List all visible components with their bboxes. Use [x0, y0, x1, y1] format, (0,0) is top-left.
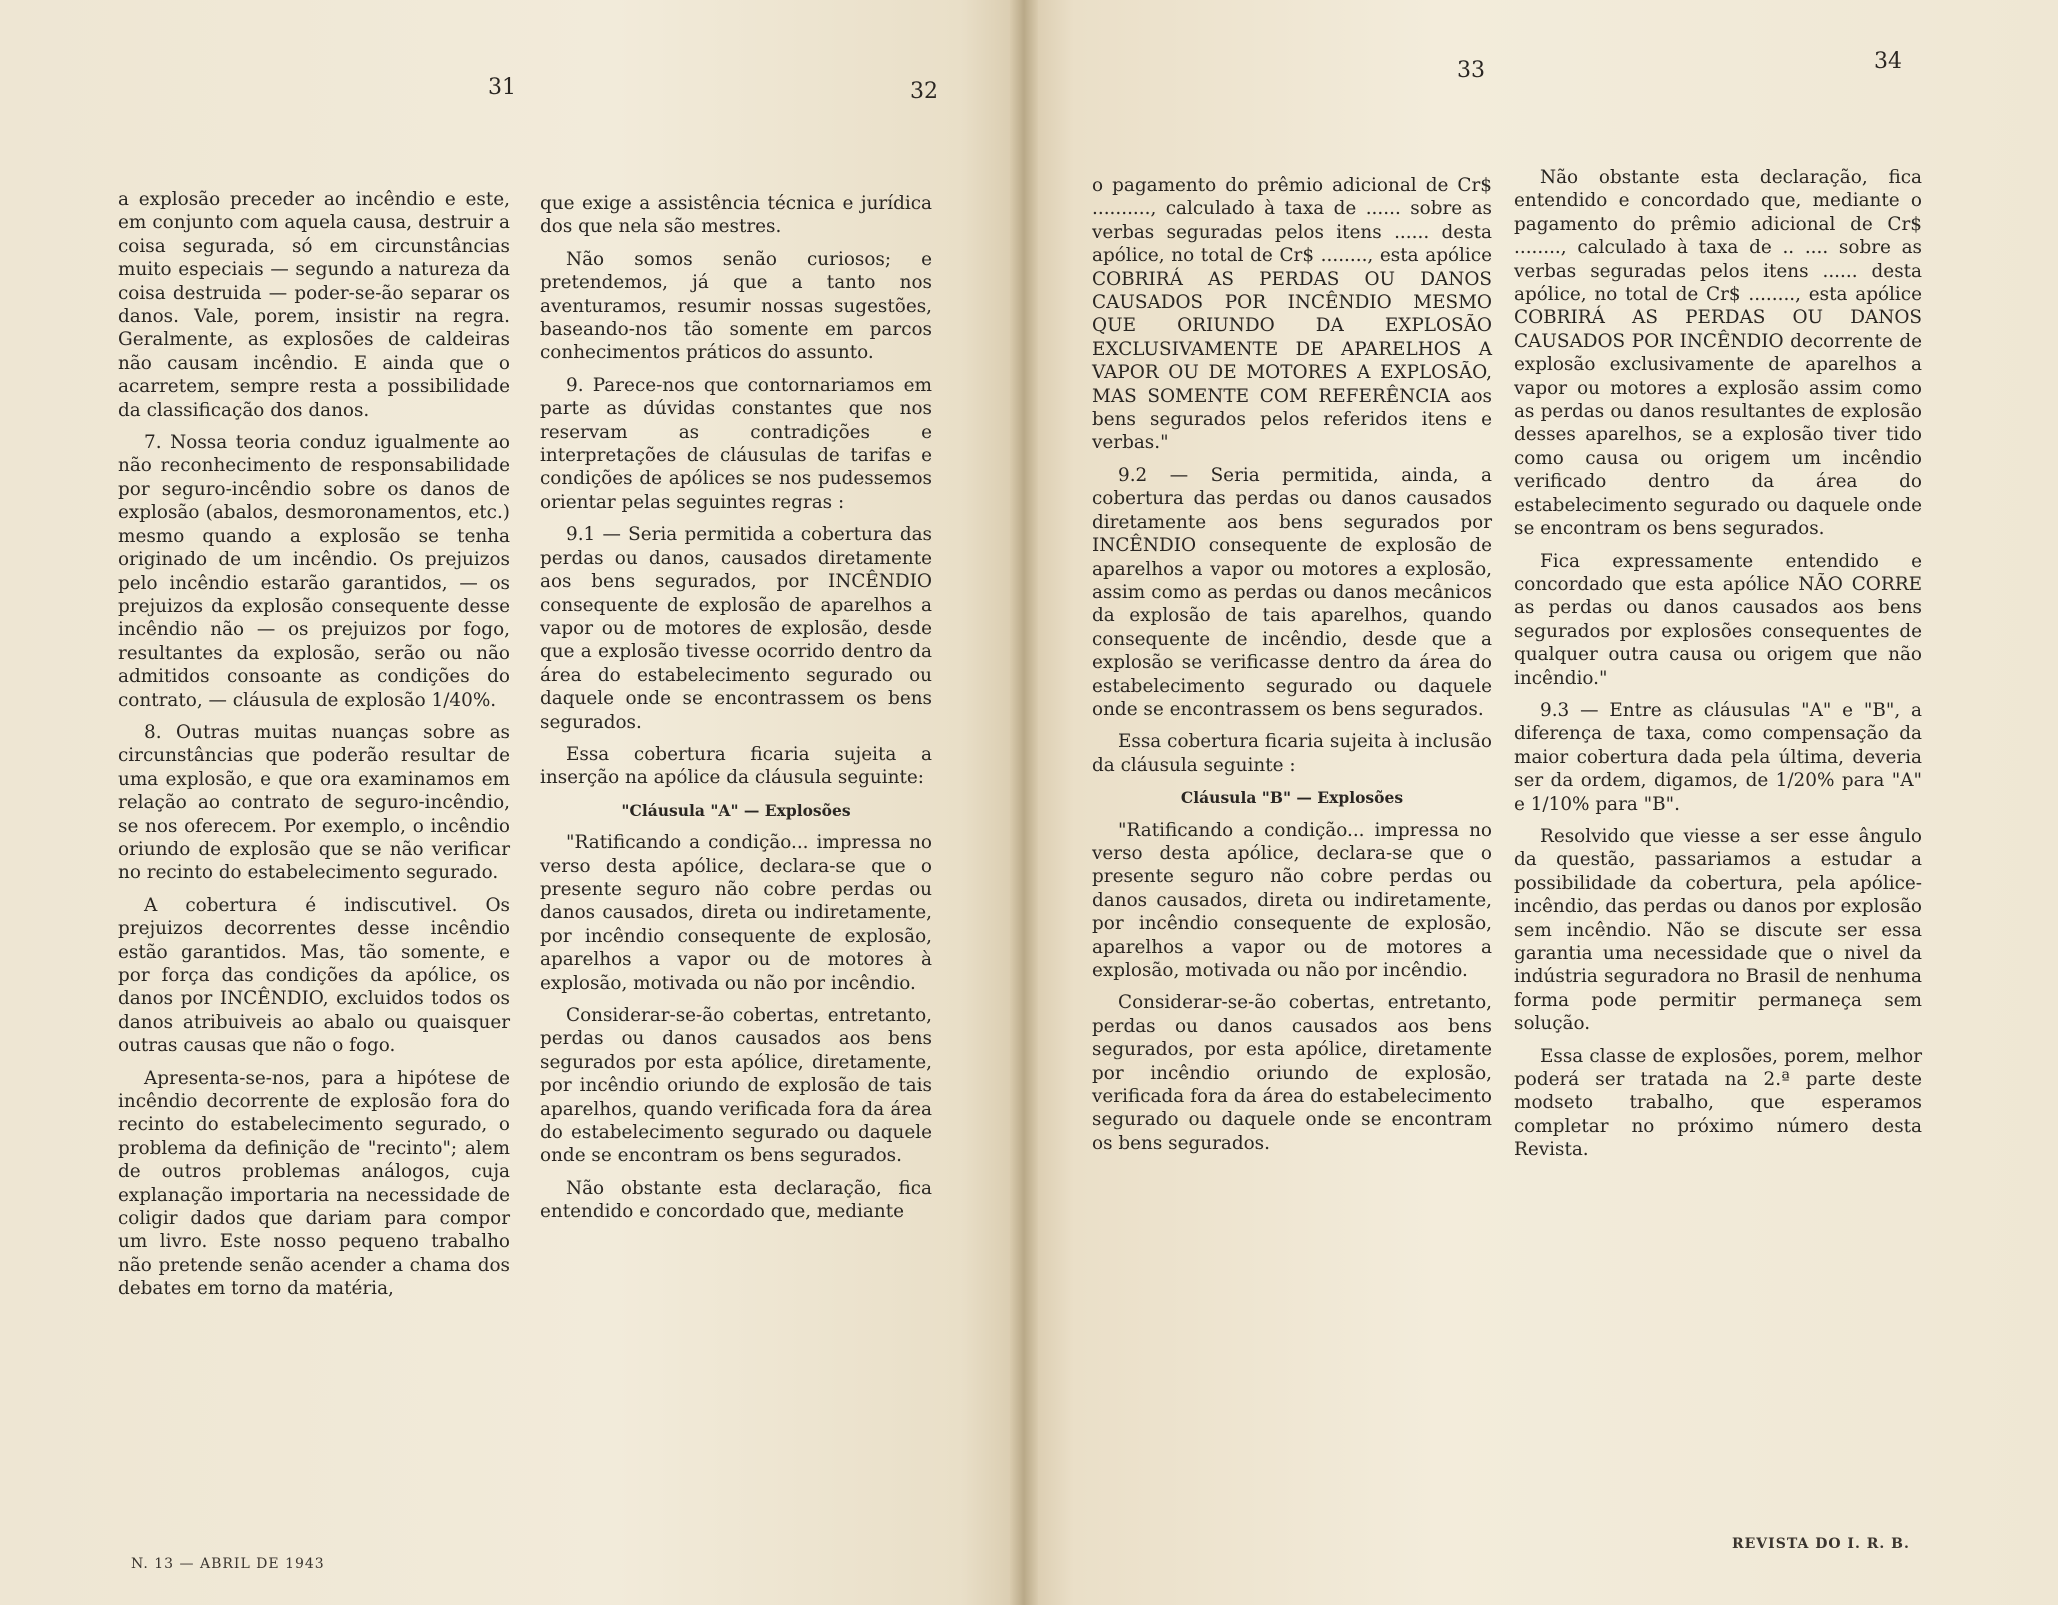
clause-a-heading: "Cláusula "A" — Explosões [621, 800, 851, 820]
paragraph: Considerar-se-ão cobertas, entretanto, perdas ou danos causados aos bens segurados, por esta apólice, diretamente por incêndio oriundo de explosão, verificada fora da área do estabelecimento segurado ou daquele onde se encontram os bens segurados. [1092, 992, 1492, 1154]
clause-b-heading: Cláusula "B" — Explosões [1180, 788, 1404, 808]
paragraph: o pagamento do prêmio adicional de Cr$ .........., calculado à taxa de ...... sobre as verbas seguradas pelos itens ...... desta apólice, no total de Cr$ ........, esta apólice COBRIRÁ AS PERDAS OU DANOS CAUSADOS POR INCÊNDIO MESMO QUE ORIUNDO DA EXPLOSÃO EXCLUSIVAMENTE DE APARELHOS A VAPOR OU DE MOTORES A EXPLOSÃO, MAS SOMENTE COM REFERÊNCIA aos bens segurados pelos referidos itens e verbas." [1092, 175, 1492, 454]
footer-journal-name: REVISTA DO I. R. B. [1732, 1536, 1910, 1552]
paragraph: que exige a assistência técnica e jurídica dos que nela são mestres. [540, 193, 932, 238]
page-number-31: 31 [488, 75, 516, 100]
footer-issue-date: N. 13 — ABRIL DE 1943 [131, 1556, 325, 1572]
paragraph: Não somos senão curiosos; e pretendemos, já que a tanto nos aventuramos, resumir nossas sugestões, baseando-nos tão somente em parcos conhecimentos práticos do assunto. [540, 248, 932, 364]
column-page-32 [540, 192, 932, 1233]
paragraph: "Ratificando a condição... impressa no verso desta apólice, declara-se que o presente seguro não cobre perdas ou danos causados, direta ou indiretamente, por incêndio consequente de explosão, aparelhos a vapor ou de motores à explosão, motivada ou não por incêndio. [540, 832, 932, 994]
paragraph: 7. Nossa teoria conduz igualmente ao não reconhecimento de responsabilidade por seguro-incêndio sobre os danos de explosão (abalos, desmoronamentos, etc.) mesmo quando a explosão se tenha originado de um incêndio. Os prejuizos pelo incêndio estarão garantidos, — os prejuizos da explosão consequente desse incêndio não — os prejuizos por fogo, resultantes da explosão, serão ou não admitidos consoante as condições do contrato, — cláusula de explosão 1/40%. [118, 432, 510, 711]
paragraph: 9. Parece-nos que contornariamos em parte as dúvidas constantes que nos reservam as contradições e interpretações de cláusulas de tarifas e condições de apólices se nos pudessemos orientar pelas seguintes regras : [540, 374, 932, 513]
paragraph: "Ratificando a condição... impressa no verso desta apólice, declara-se que o presente seguro não cobre perdas ou danos causados, direta ou indiretamente, por incêndio consequente de explosão, aparelhos a vapor ou de motores a explosão, motivada ou não por incêndio. [1092, 819, 1492, 981]
paragraph: 9.3 — Entre as cláusulas "A" e "B", a diferença de taxa, como compensação da maior cobertura dada pela última, deveria ser da ordem, digamos, de 1/20% para "A" e 1/10% para "B". [1514, 699, 1922, 815]
paragraph: 9.1 — Seria permitida a cobertura das perdas ou danos, causados diretamente aos bens segurados, por INCÊNDIO consequente de explosão de aparelhos a vapor ou de motores de explosão, desde que a explosão tivesse ocorrido dentro da área do estabelecimento segurado ou daquele onde se encontrassem os bens segurados. [540, 524, 932, 733]
page-number-33: 33 [1457, 58, 1485, 83]
paragraph: a explosão preceder ao incêndio e este, em conjunto com aquela causa, destruir a coisa segurada, só em circunstâncias muito especiais — segundo a natureza da coisa destruida — poder-se-ão separar os danos. Vale, porem, insistir na regra. Geralmente, as explosões de caldeiras não causam incêndio. E ainda que o acarretem, sempre resta a possibilidade da classificação dos danos. [118, 189, 510, 421]
book-gutter [1010, 0, 1038, 1605]
paragraph: Considerar-se-ão cobertas, entretanto, perdas ou danos causados aos bens segurados por esta apólice, diretamente, por incêndio oriundo de explosão de tais aparelhos, quando verificada fora da área do estabelecimento segurado ou daquele onde se encontram os bens segurados. [540, 1005, 932, 1167]
column-page-33 [1092, 174, 1492, 1164]
paragraph: 8. Outras muitas nuanças sobre as circunstâncias que poderão resultar de uma explosão, e que ora examinamos em relação ao contrato de seguro-incêndio, se nos oferecem. Por exemplo, o incêndio oriundo de explosão que se não verificar no recinto do estabelecimento segurado. [118, 721, 510, 884]
paragraph: Essa classe de explosões, porem, melhor poderá ser tratada na 2.ª parte deste modseto trabalho, que esperamos completar no próximo número desta Revista. [1514, 1045, 1922, 1161]
paragraph: Fica expressamente entendido e concordado que esta apólice NÃO CORRE as perdas ou danos causados aos bens segurados por explosões consequentes de qualquer outra causa ou origem que não incêndio." [1514, 550, 1922, 689]
page-number-32: 32 [910, 79, 938, 104]
paragraph: Essa cobertura ficaria sujeita a inserção na apólice da cláusula seguinte: [540, 743, 932, 789]
paragraph: Não obstante esta declaração, fica entendido e concordado que, mediante o pagamento do prêmio adicional de Cr$ ........, calculado à taxa de .. .... sobre as verbas seguradas pelos itens ...... desta apólice, no total de Cr$ ........, esta apólice COBRIRÁ AS PERDAS OU DANOS CAUSADOS POR INCÊNDIO decorrente de explosão exclusivamente de aparelhos a vapor ou motores a explosão assim como as perdas ou danos resultantes de explosão desses aparelhos, se a explosão tiver tido como causa ou origem um incêndio verificado dentro da área do estabelecimento segurado ou daquele onde se encontram os bens segurados. [1514, 167, 1922, 540]
page-number-34: 34 [1874, 49, 1902, 74]
paragraph: Apresenta-se-nos, para a hipótese de incêndio decorrente de explosão fora do recinto do estabelecimento segurado, o problema da definição de "recinto"; alem de outros problemas análogos, cuja explanação importaria na necessidade de coligir dados que dariam para compor um livro. Este nosso pequeno trabalho não pretende senão acender a chama dos debates em torno da matéria, [118, 1067, 510, 1300]
paragraph: Resolvido que viesse a ser esse ângulo da questão, passariamos a estudar a possibilidade da cobertura, pela apólice-incêndio, das perdas ou danos por explosão sem incêndio. Não se discute ser essa garantia uma necessidade que o nivel da indústria seguradora no Brasil de nenhuma forma pode permitir permaneça sem solução. [1514, 825, 1922, 1035]
column-page-31 [118, 188, 510, 1310]
column-page-34 [1514, 166, 1922, 1171]
paragraph: Não obstante esta declaração, fica entendido e concordado que, mediante [540, 1177, 932, 1223]
paragraph: Essa cobertura ficaria sujeita à inclusão da cláusula seguinte : [1092, 731, 1492, 776]
paragraph: A cobertura é indiscutivel. Os prejuizos decorrentes desse incêndio estão garantidos. Mas, tão somente, e por força das condições da apólice, os danos por INCÊNDIO, excluidos todos os danos atribuiveis ao abalo ou quaisquer outras causas que não o fogo. [118, 894, 510, 1057]
paragraph: 9.2 — Seria permitida, ainda, a cobertura das perdas ou danos causados diretamente aos bens segurados por INCÊNDIO consequente de explosão de aparelhos a vapor ou motores a explosão, assim como as perdas ou danos mecânicos da explosão de tais aparelhos, quando consequente de incêndio, desde que a explosão se verificasse dentro da área do estabelecimento segurado ou daquele onde se encontrassem os bens segurados. [1092, 464, 1492, 720]
